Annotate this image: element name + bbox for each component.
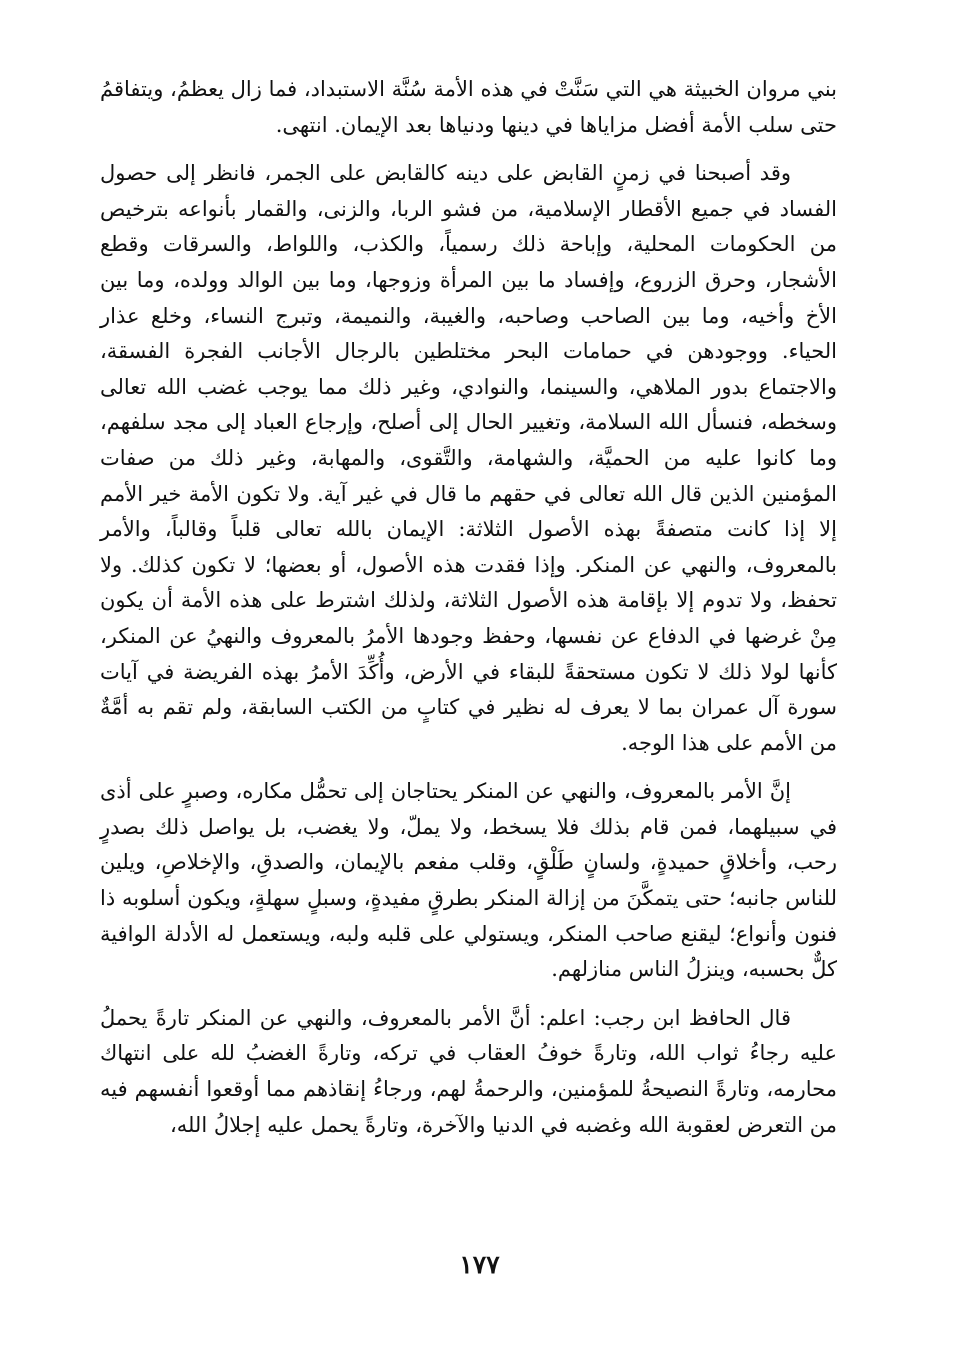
page-number: ١٧٧ (459, 1250, 500, 1279)
paragraph-4: قال الحافظ ابن رجب: اعلم: أنَّ الأمر بالمعروف، والنهي عن المنكر تارةً يحملُ عليه رجاءُ ثواب الله، وتارةً خوفُ العقاب في تركه، وتارةً الغضبُ لله على انتهاك محارمه، وتارةً النصيحةُ للمؤمنين، والرحمةُ لهم، ورجاءُ إنقاذهم مما أوقعوا أنفسهم فيه من التعرض لعقوبة الله وغضبه في الدنيا والآخرة، وتارةً يحمل عليه إجلالُ الله، (100, 1005, 837, 1137)
body-text (100, 72, 837, 1156)
paragraph-2: وقد أصبحنا في زمنٍ القابض على دينه كالقابض على الجمر، فانظر إلى حصول الفساد في جميع الأقطار الإسلامية، من فشو الربا، والزنى، والقمار بأنواعه بترخيص من الحكومات المحلية، وإباحة ذلك رسمياً، والكذب، واللواط، والسرقات وقطع الأشجار، وحرق الزروع، وإفساد ما بين المرأة وزوجها، وما بين الوالد وولده، وما بين الأخ وأخيه، وما بين الصاحب وصاحبه، والغيبة، والنميمة، وتبرج النساء، وخلع عذار الحياء. ووجودهن في حمامات البحر مختلطين بالرجال الأجانب الفجرة الفسقة، والاجتماع بدور الملاهي، والسينما، والنوادي، وغير ذلك مما يوجب غضب الله تعالى وسخطه، فنسأل الله السلامة، وتغيير الحال إلى أصلح، وإرجاع العباد إلى مجد سلفهم، وما كانوا عليه من الحميَّة، والشهامة، والتَّقوى، والمهابة، وغير ذلك من صفات المؤمنين الذين قال الله تعالى في حقهم ما قال في غير آية. ولا تكون الأمة خير الأمم إلا إذا كانت متصفةً بهذه الأصول الثلاثة: الإيمان بالله تعالى قلباً وقالباً، والأمر بالمعروف، والنهي عن المنكر. وإذا فقدت هذه الأصول، أو بعضها؛ لا تكون كذلك. ولا تحفظ، ولا تدوم إلا بإقامة هذه الأصول الثلاثة، ولذلك اشترط على هذه الأمة أن يكون مِنْ غرضها في الدفاع عن نفسها، وحفظ وجودها الأمرُ بالمعروف والنهيُ عن المنكر، كأنها لولا ذلك لا تكون مستحقةً للبقاء في الأرض، وأُكِّدَ الأمرُ بهذه الفريضة في آيات سورة آل عمران بما لا يعرف له نظير في كتابٍ من الكتب السابقة، ولم تقم به أمَّةٌ من الأمم على هذا الوجه. (100, 161, 837, 755)
paragraph-3: إنَّ الأمر بالمعروف، والنهي عن المنكر يحتاجان إلى تحمُّل مكاره، وصبرٍ على أذى في سبيلهما، فمن قام بذلك فلا يسخط، ولا يملّ، ولا يغضب، بل يواصل ذلك بصدرٍ رحب، وأخلاقٍ حميدةٍ، ولسانٍ طَلْقٍ، وقلب مفعم بالإيمان، والصدقِ، والإخلاصِ، ويلين للناس جانبه؛ حتى يتمكَّنَ من إزالة المنكر بطرقٍ مفيدةٍ، وسبلٍ سهلةٍ، ويكون أسلوبه ذا فنون وأنواع؛ ليقنع صاحب المنكر، ويستولي على قلبه ولبه، ويستعمل له الأدلة الوافية كلٌّ بحسبه، وينزلُ الناس منازلهم. (100, 779, 837, 982)
paragraph-1: بني مروان الخبيثة هي التي سَنَّتْ في هذه الأمة سُنَّة الاستبداد، فما زال يعظمُ، ويتفاقمُ حتى سلب الأمة أفضل مزاياها في دينها ودنياها بعد الإيمان. انتهى. (100, 77, 837, 137)
